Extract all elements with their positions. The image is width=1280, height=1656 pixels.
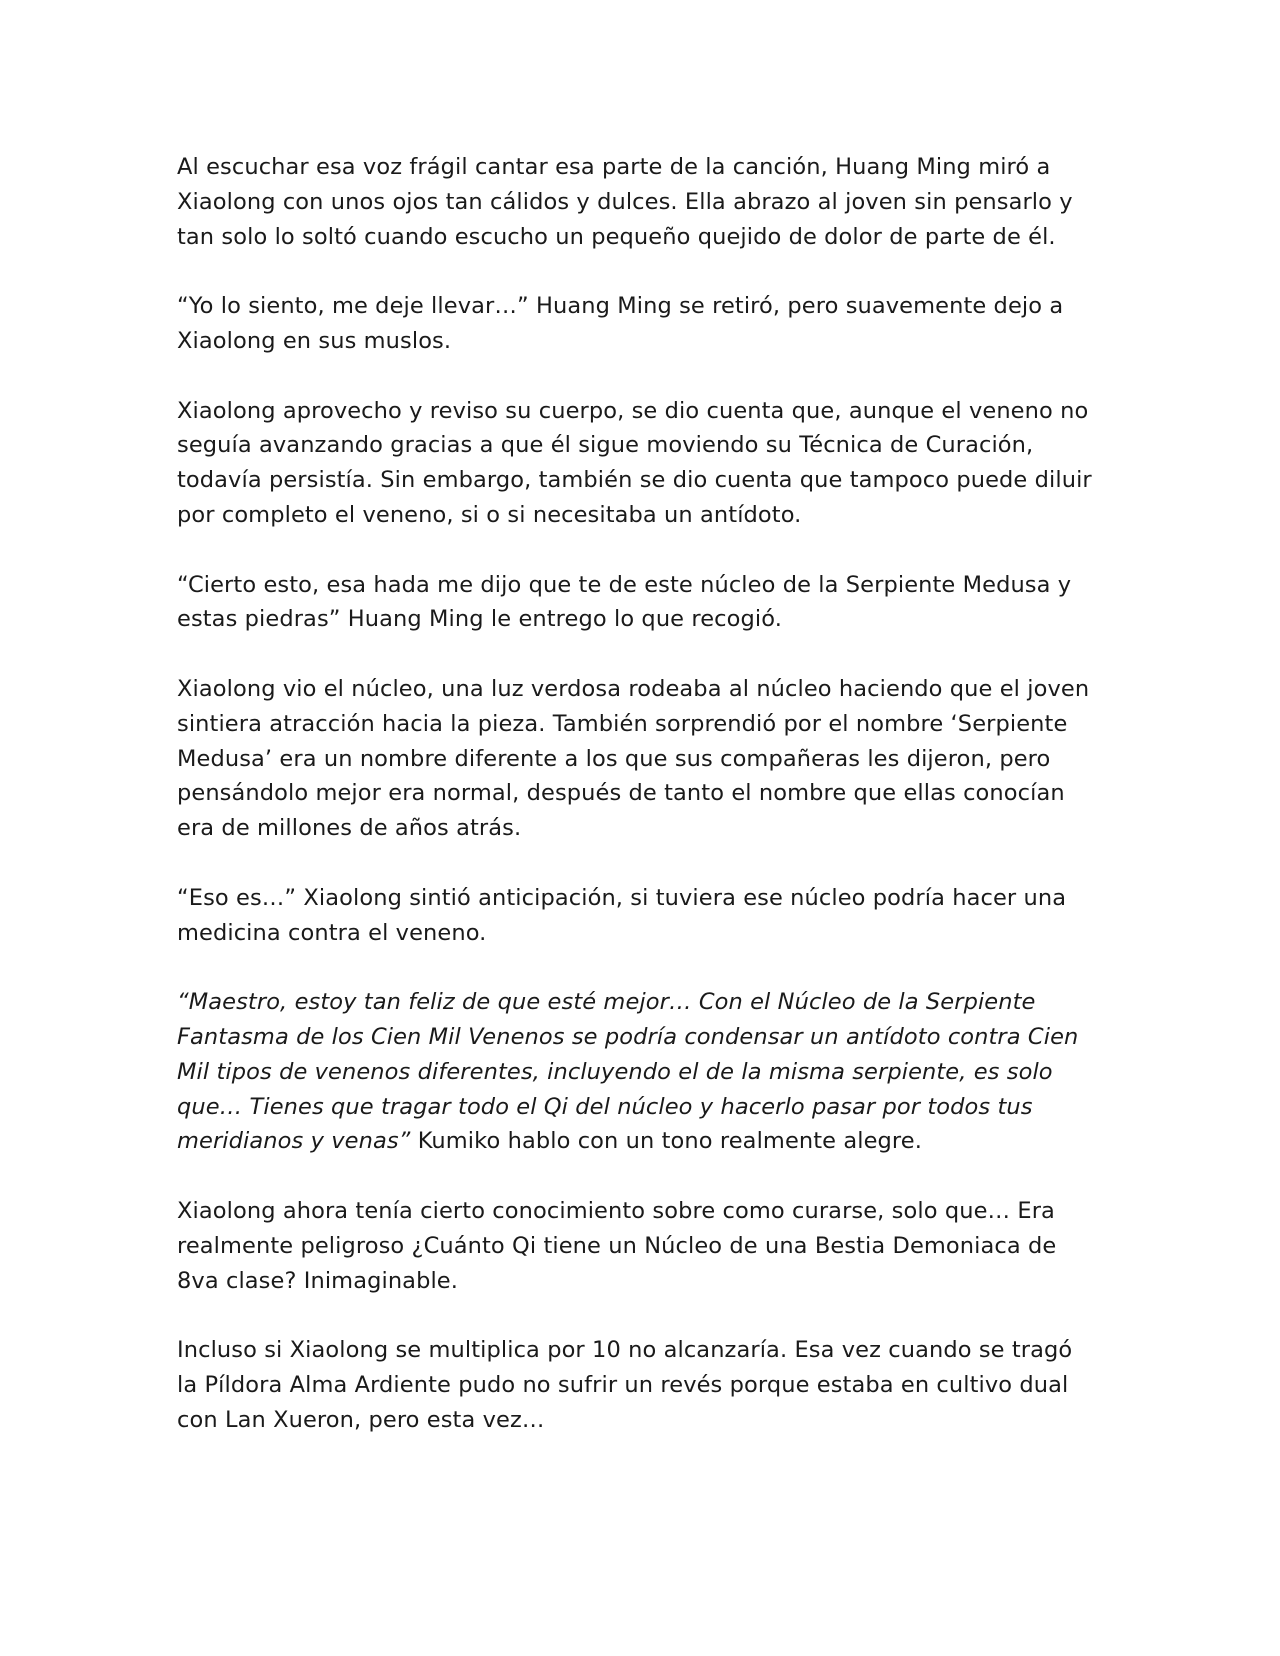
text-line: Xiaolong con unos ojos tan cálidos y dulces. Ella abrazo al joven sin pensarlo y <box>177 188 1073 215</box>
text-line: Xiaolong vio el núcleo, una luz verdosa rodeaba al núcleo haciendo que el joven <box>177 675 1090 702</box>
document-body <box>177 150 1107 1472</box>
text-line: era de millones de años atrás. <box>177 815 522 842</box>
text-line: seguía avanzando gracias a que él sigue moviendo su Técnica de Curación, <box>177 432 1034 459</box>
text-line: medicina contra el veneno. <box>177 919 487 946</box>
text-fragment: Kumiko hablo con un tono realmente alegre. <box>410 1128 922 1155</box>
text-line: Xiaolong aprovecho y reviso su cuerpo, se dio cuenta que, aunque el veneno no <box>177 397 1089 424</box>
paragraph-4 <box>177 568 1107 638</box>
paragraph-8 <box>177 1194 1107 1298</box>
text-line: “Yo lo siento, me deje llevar…” Huang Ming se retiró, pero suavemente dejo a <box>177 293 1064 320</box>
text-line: Medusa’ era un nombre diferente a los que sus compañeras les dijeron, pero <box>177 745 1051 772</box>
paragraph-7-dialogue <box>177 985 1107 1159</box>
text-line: por completo el veneno, si o si necesitaba un antídoto. <box>177 501 802 528</box>
text-line: Incluso si Xiaolong se multiplica por 10 no alcanzaría. Esa vez cuando se tragó <box>177 1337 1073 1364</box>
italic-text-line: que… Tienes que tragar todo el Qi del núcleo y hacerlo pasar por todos tus <box>177 1093 1033 1120</box>
text-line: “Eso es…” Xiaolong sintió anticipación, si tuviera ese núcleo podría hacer una <box>177 884 1067 911</box>
text-line: “Cierto esto, esa hada me dijo que te de este núcleo de la Serpiente Medusa y <box>177 571 1072 598</box>
paragraph-6 <box>177 881 1107 951</box>
text-line: 8va clase? Inimaginable. <box>177 1267 459 1294</box>
text-line: pensándolo mejor era normal, después de tanto el nombre que ellas conocían <box>177 780 1065 807</box>
text-line: con Lan Xueron, pero esta vez… <box>177 1406 545 1433</box>
text-line: la Píldora Alma Ardiente pudo no sufrir un revés porque estaba en cultivo dual <box>177 1371 1069 1398</box>
paragraph-9 <box>177 1333 1107 1437</box>
text-line: Xiaolong en sus muslos. <box>177 327 452 354</box>
text-line: Xiaolong ahora tenía cierto conocimiento sobre como curarse, solo que… Era <box>177 1197 1055 1224</box>
italic-text-fragment: meridianos y venas” <box>177 1128 411 1155</box>
text-line: realmente peligroso ¿Cuánto Qi tiene un Núcleo de una Bestia Demoniaca de <box>177 1232 1057 1259</box>
paragraph-3 <box>177 394 1107 533</box>
mixed-text-line <box>177 1124 1107 1159</box>
text-line: Al escuchar esa voz frágil cantar esa parte de la canción, Huang Ming miró a <box>177 154 1051 180</box>
paragraph-5 <box>177 672 1107 846</box>
text-line: sintiera atracción hacia la pieza. También sorprendió por el nombre ‘Serpiente <box>177 710 1068 737</box>
italic-text-line: Mil tipos de venenos diferentes, incluyendo el de la misma serpiente, es solo <box>177 1058 1053 1085</box>
text-line: estas piedras” Huang Ming le entrego lo que recogió. <box>177 606 782 633</box>
paragraph-1 <box>177 150 1107 254</box>
paragraph-2 <box>177 289 1107 359</box>
text-line: tan solo lo soltó cuando escucho un pequeño quejido de dolor de parte de él. <box>177 223 1056 250</box>
text-line: todavía persistía. Sin embargo, también se dio cuenta que tampoco puede diluir <box>177 467 1092 494</box>
italic-text-line: Fantasma de los Cien Mil Venenos se podría condensar un antídoto contra Cien <box>177 1023 1079 1050</box>
italic-text-line: “Maestro, estoy tan feliz de que esté mejor… Con el Núcleo de la Serpiente <box>177 989 1036 1016</box>
